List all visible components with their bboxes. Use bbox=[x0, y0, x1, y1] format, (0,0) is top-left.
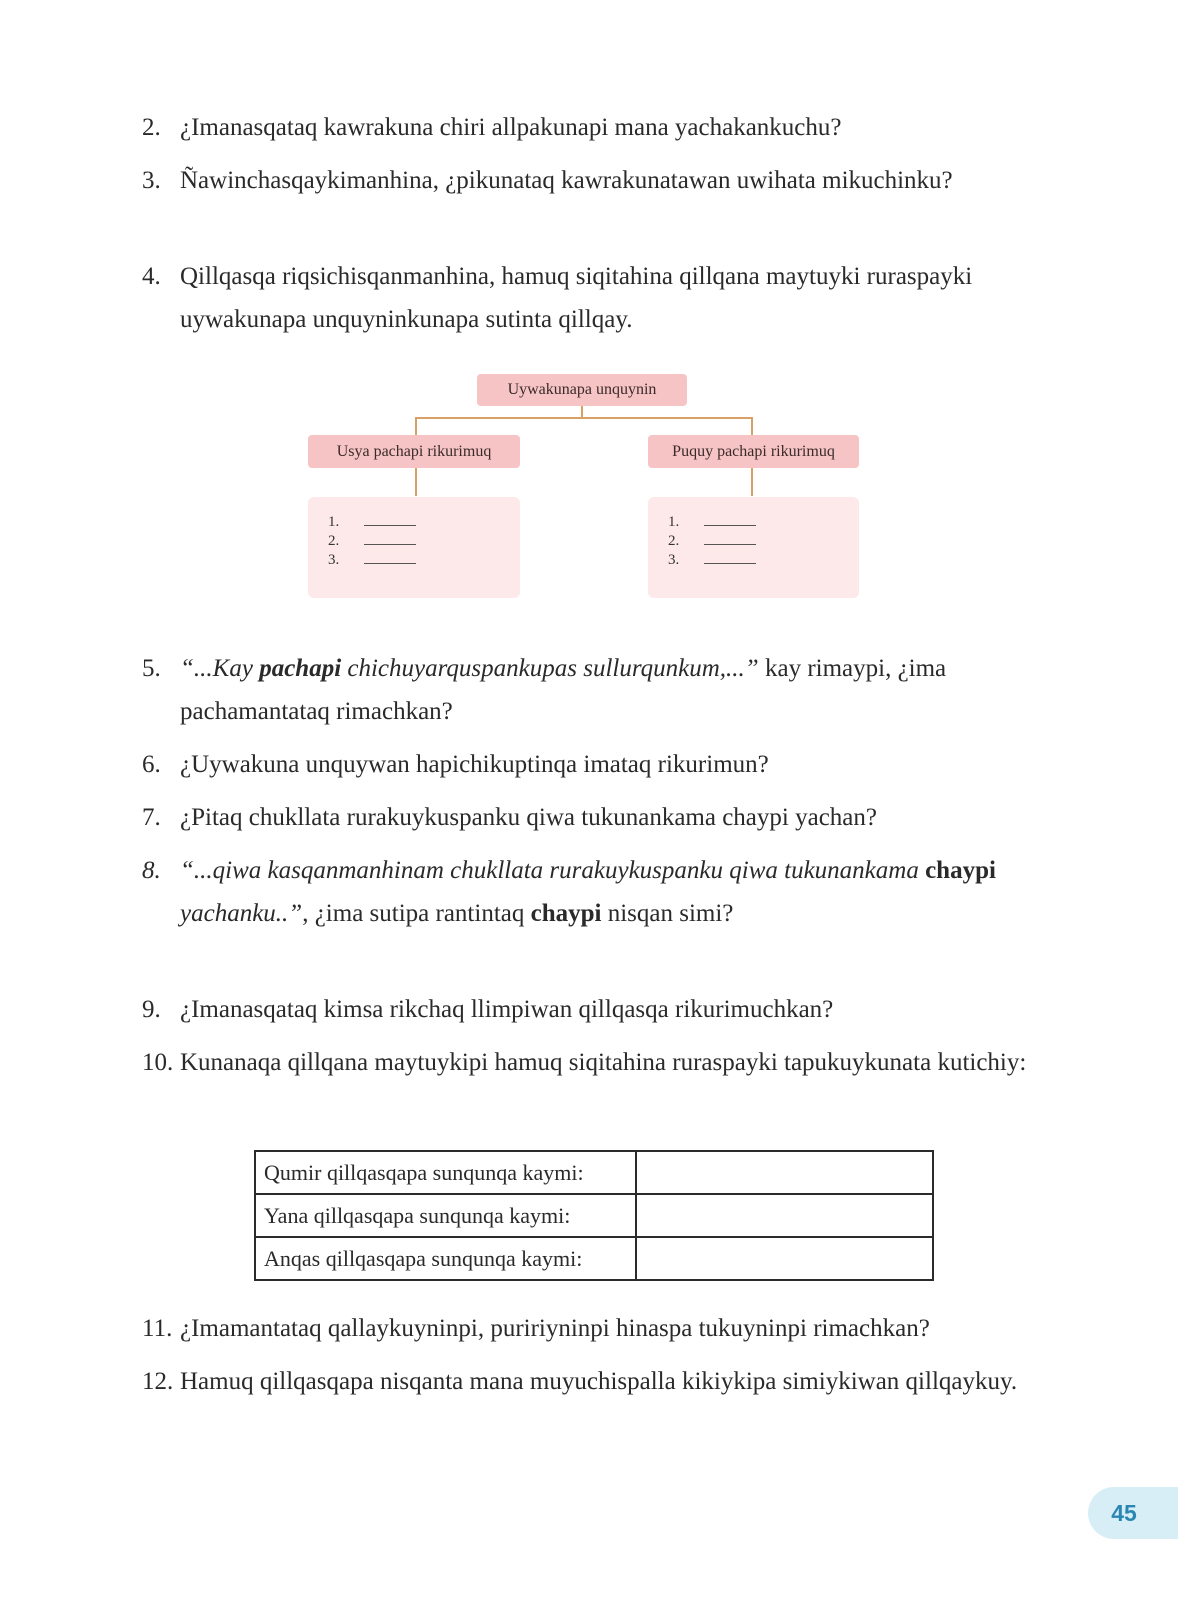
answer-table bbox=[254, 1150, 934, 1281]
question-text: ¿Uywakuna unquywan hapichikuptinqa imataq rikurimun? bbox=[180, 751, 769, 778]
question-11 bbox=[142, 1307, 1082, 1350]
diagram-right-list bbox=[648, 497, 859, 598]
connector-line bbox=[415, 417, 752, 419]
question-number: 2. bbox=[142, 114, 161, 141]
diagram-right-label: Puquy pachapi rikurimuq bbox=[672, 442, 835, 460]
diagram-root-label: Uywakunapa unquynin bbox=[507, 381, 657, 398]
diagram-root-box bbox=[477, 374, 687, 406]
connector-line bbox=[751, 417, 753, 435]
blank-line bbox=[704, 551, 756, 564]
question-12 bbox=[142, 1360, 1042, 1403]
question-text: ¿Imanasqataq kimsa rikchaq llimpiwan qillqasqa rikurimuchkan? bbox=[180, 996, 834, 1023]
list-item: 1. bbox=[668, 513, 756, 533]
table-row bbox=[255, 1151, 933, 1194]
table-row bbox=[255, 1194, 933, 1237]
question-number: 7. bbox=[142, 804, 161, 831]
diagram-left-box bbox=[308, 435, 520, 468]
blank-line bbox=[704, 513, 756, 526]
question-number: 4. bbox=[142, 263, 161, 290]
question-number: 9. bbox=[142, 996, 161, 1023]
question-6 bbox=[142, 743, 1082, 786]
page-number-badge bbox=[1088, 1487, 1178, 1539]
blank-line bbox=[364, 532, 416, 545]
list-item: 3. bbox=[668, 551, 756, 571]
list-item: 2. bbox=[328, 532, 416, 552]
table-label-cell: Yana qillqasqapa sunqunqa kaymi: bbox=[255, 1194, 636, 1237]
question-number: 11. bbox=[142, 1315, 173, 1342]
blank-line bbox=[364, 551, 416, 564]
question-3 bbox=[142, 159, 962, 202]
question-number: 8. bbox=[142, 857, 161, 884]
question-number: 12. bbox=[142, 1368, 174, 1395]
table-label-cell: Qumir qillqasqapa sunqunqa kaymi: bbox=[255, 1151, 636, 1194]
list-item: 3. bbox=[328, 551, 416, 571]
question-text: Hamuq qillqasqapa nisqanta mana muyuchispalla kikiykipa simiykiwan qillqaykuy. bbox=[180, 1368, 1018, 1395]
question-text: Kunanaqa qillqana maytuykipi hamuq siqitahina ruraspayki tapukuykunata kutichiy: bbox=[180, 1049, 1027, 1076]
question-text: Qillqasqa riqsichisqanmanhina, hamuq siqitahina qillqana maytuyki ruraspayki uywakunapa unquyninkunapa sutinta qillqay. bbox=[180, 263, 973, 333]
question-text: “...Kay pachapi chichuyarquspankupas sullurqunkum,...” kay rimaypi, ¿ima pachamantataq rimachkan? bbox=[180, 655, 947, 725]
question-8 bbox=[142, 849, 1042, 935]
question-9 bbox=[142, 988, 1082, 1031]
question-text: ¿Imanasqataq kawrakuna chiri allpakunapi mana yachakankuchu? bbox=[180, 114, 842, 141]
blank-line bbox=[364, 513, 416, 526]
disease-diagram bbox=[300, 370, 880, 610]
diagram-left-label: Usya pachapi rikurimuq bbox=[336, 442, 492, 460]
page-number: 45 bbox=[1111, 1499, 1137, 1526]
question-10 bbox=[142, 1041, 1072, 1084]
table-answer-cell[interactable] bbox=[636, 1237, 933, 1280]
table-row bbox=[255, 1237, 933, 1280]
question-text: ¿Pitaq chukllata rurakuykuspanku qiwa tukunankama chaypi yachan? bbox=[180, 804, 877, 831]
question-number: 3. bbox=[142, 167, 161, 194]
question-number: 6. bbox=[142, 751, 161, 778]
connector-line bbox=[415, 417, 417, 435]
question-number: 10. bbox=[142, 1049, 174, 1076]
question-text: ¿Imamantataq qallaykuyninpi, puririyninpi hinaspa tukuyninpi rimachkan? bbox=[180, 1315, 930, 1342]
list-item: 2. bbox=[668, 532, 756, 552]
question-7 bbox=[142, 796, 1082, 839]
diagram-right-box bbox=[648, 435, 859, 468]
question-text: Ñawinchasqaykimanhina, ¿pikunataq kawrakunatawan uwihata mikuchinku? bbox=[180, 167, 953, 194]
diagram-left-list bbox=[308, 497, 520, 598]
table-answer-cell[interactable] bbox=[636, 1151, 933, 1194]
list-item: 1. bbox=[328, 513, 416, 533]
connector-line bbox=[415, 468, 417, 496]
table-label-cell: Anqas qillqasqapa sunqunqa kaymi: bbox=[255, 1237, 636, 1280]
question-5 bbox=[142, 647, 1032, 733]
connector-line bbox=[751, 468, 753, 496]
question-2 bbox=[142, 106, 1082, 149]
blank-line bbox=[704, 532, 756, 545]
question-text: “...qiwa kasqanmanhinam chukllata rurakuykuspanku qiwa tukunankama chaypi yachanku..”, ¿ima sutipa rantintaq chaypi nisqan simi? bbox=[180, 857, 996, 927]
table-answer-cell[interactable] bbox=[636, 1194, 933, 1237]
question-4 bbox=[142, 255, 1022, 341]
question-number: 5. bbox=[142, 655, 161, 682]
